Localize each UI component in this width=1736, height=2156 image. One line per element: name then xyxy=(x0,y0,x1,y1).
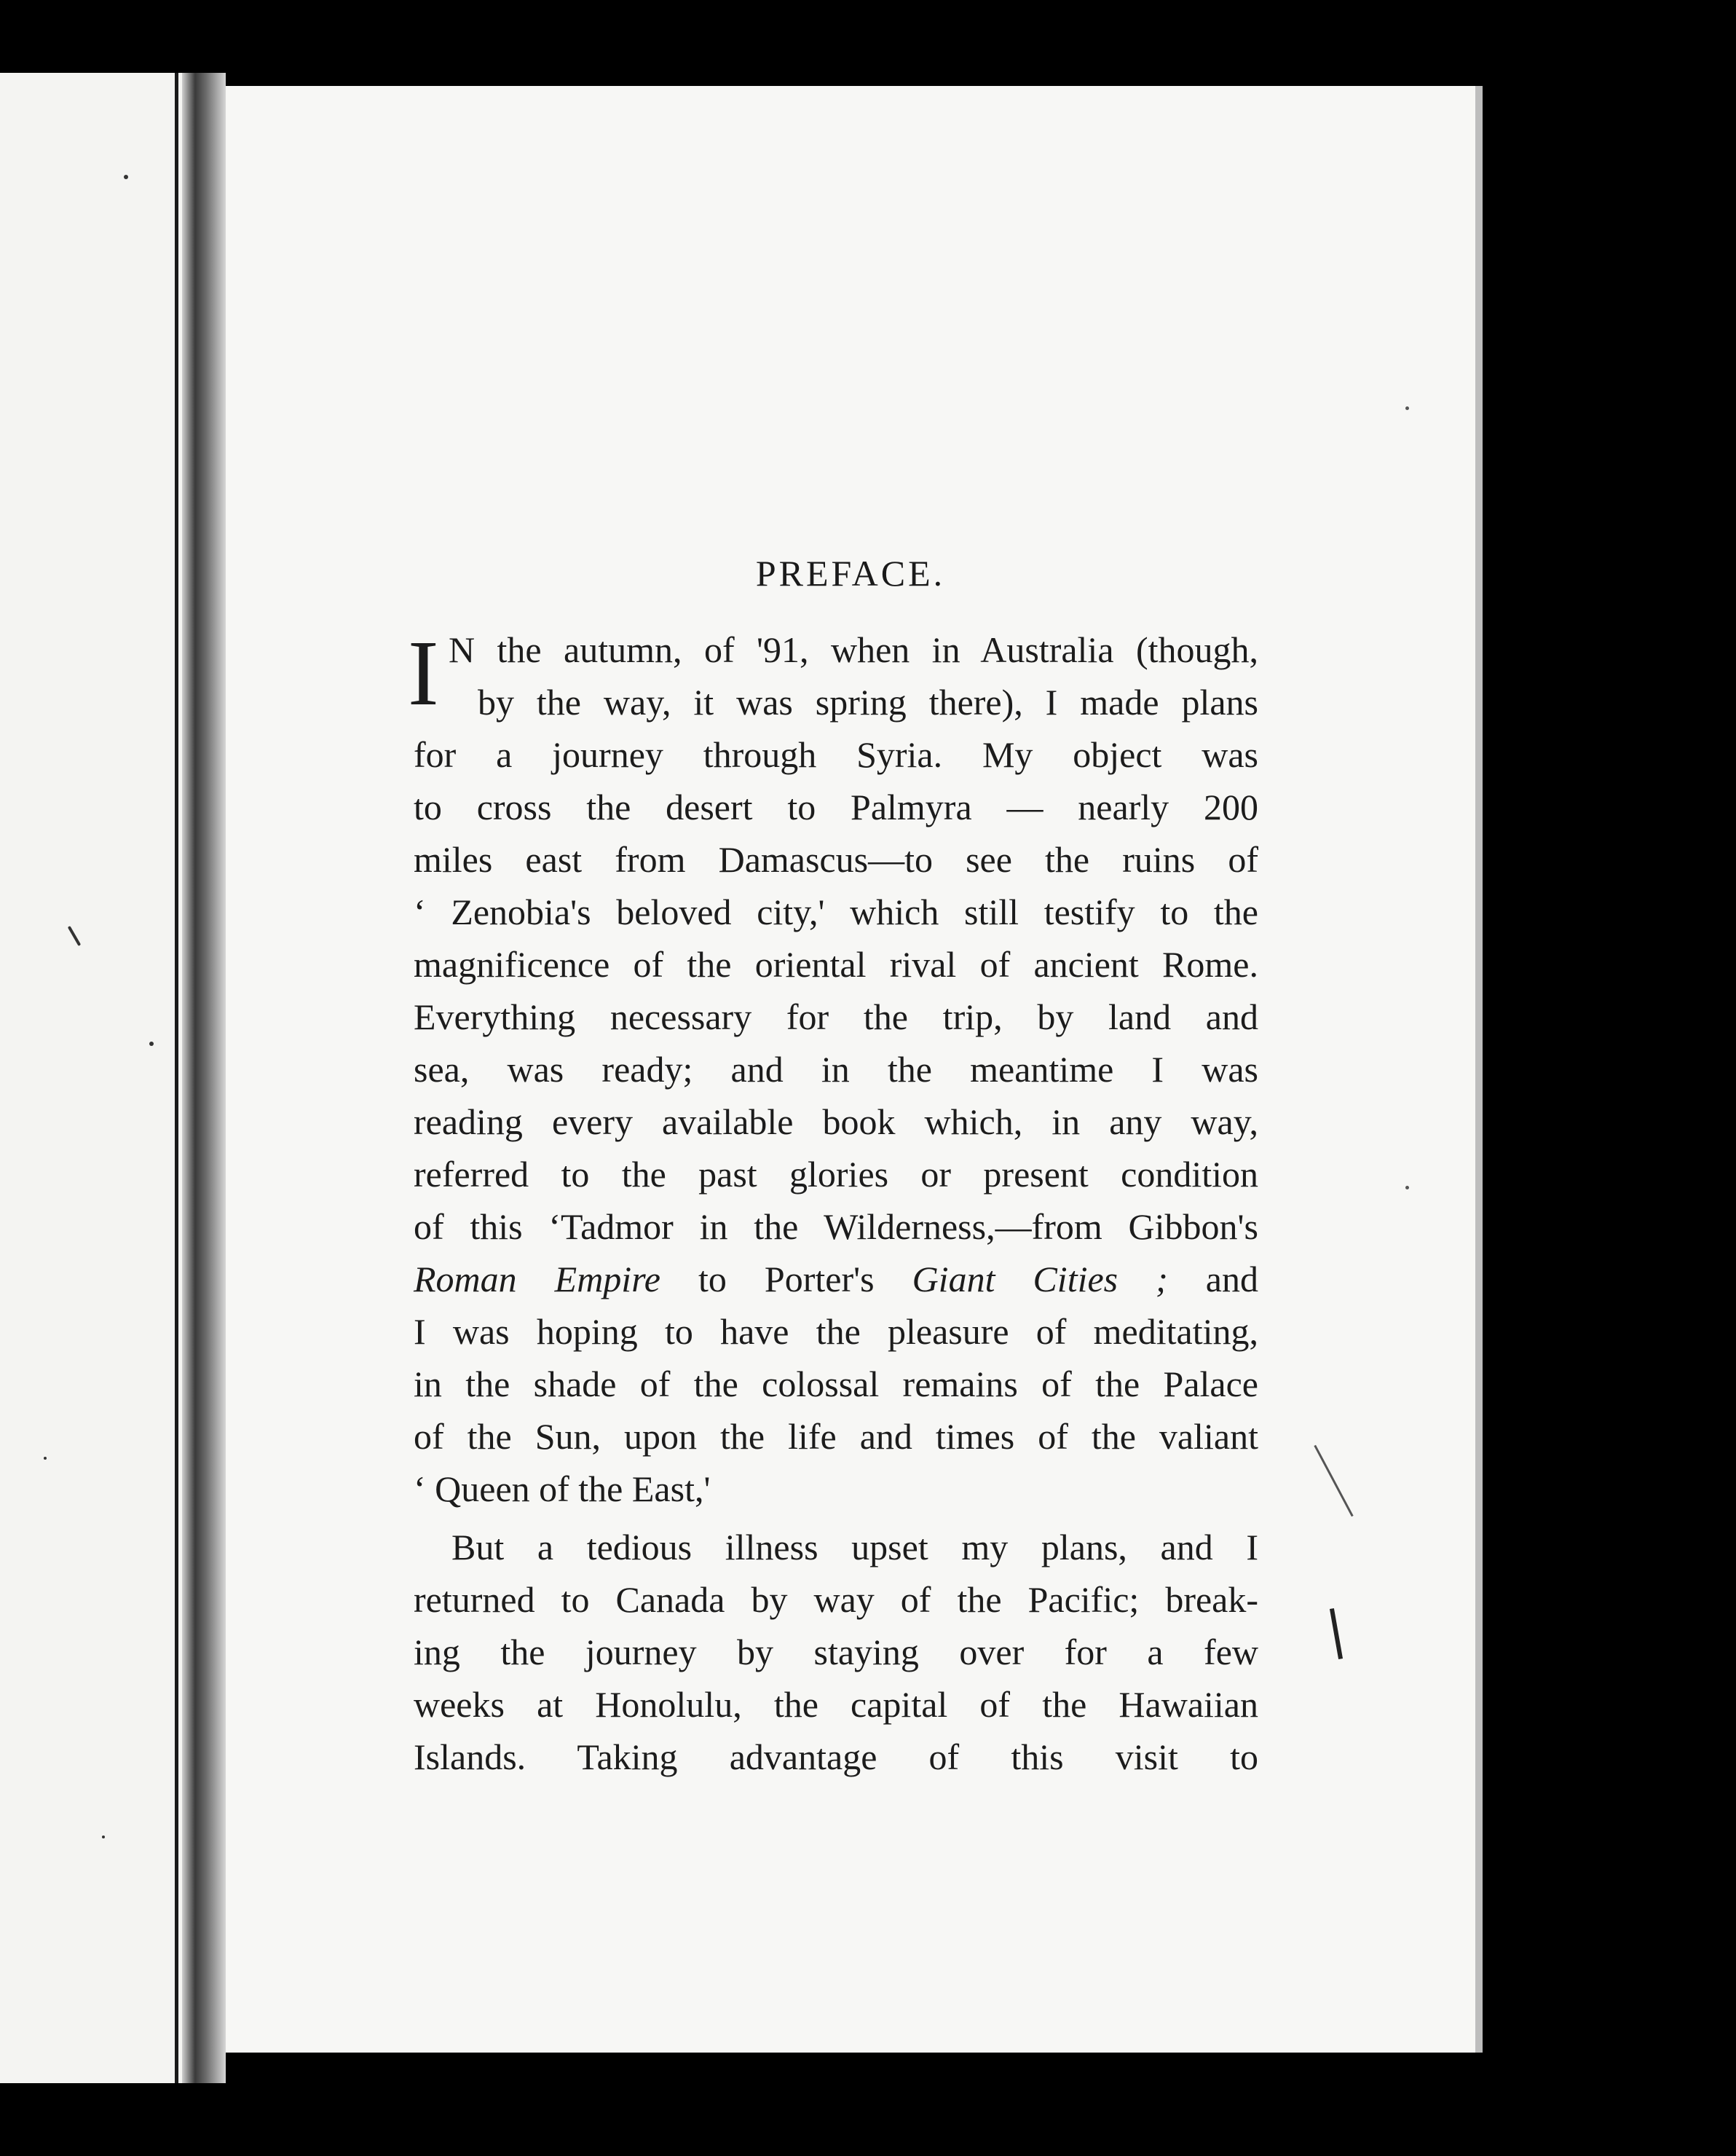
stray-mark xyxy=(1330,1608,1343,1659)
speck xyxy=(124,175,128,179)
text-fragment: and xyxy=(1167,1259,1258,1299)
speck xyxy=(102,1836,105,1838)
text-line: to cross the desert to Palmyra — nearly 200 xyxy=(414,787,1258,827)
facing-page-left xyxy=(0,73,182,2083)
speck xyxy=(1405,1186,1409,1189)
text-line: ing the journey by staying over for a few xyxy=(414,1632,1258,1672)
text-line: in the shade of the colossal remains of the Palace xyxy=(414,1364,1258,1404)
speck xyxy=(68,926,81,946)
text-line: referred to the past glories or present condition xyxy=(414,1154,1258,1195)
body-text xyxy=(408,621,1258,1783)
text-line: But a tedious illness upset my plans, and I xyxy=(451,1527,1258,1567)
speck xyxy=(149,1042,154,1046)
text-line: by the way, it was spring there), I made plans xyxy=(478,682,1258,723)
text-line: I was hoping to have the pleasure of meditating, xyxy=(414,1311,1258,1352)
stray-mark xyxy=(1314,1445,1353,1517)
text-line: reading every available book which, in any way, xyxy=(414,1101,1258,1142)
binding-edge xyxy=(175,73,178,2083)
text-line: Everything necessary for the trip, by land and xyxy=(414,996,1258,1037)
text-line-with-titles xyxy=(414,1253,1258,1305)
text-line-last: ‘ Queen of the East,' xyxy=(414,1468,711,1509)
binding-gutter xyxy=(182,73,226,2083)
text-line: returned to Canada by way of the Pacific; break- xyxy=(414,1579,1258,1620)
text-line: sea, was ready; and in the meantime I was xyxy=(414,1049,1258,1090)
text-line: of this ‘Tadmor in the Wilderness,—from Gibbon's xyxy=(414,1206,1258,1247)
book-title-roman-empire: Roman Empire xyxy=(414,1259,660,1299)
text-line: Islands. Taking advantage of this visit to xyxy=(414,1736,1258,1777)
drop-cap: I xyxy=(408,621,439,725)
page-edge xyxy=(1475,86,1483,2053)
book-page xyxy=(226,86,1475,2053)
text-line: magnificence of the oriental rival of ancient Rome. xyxy=(414,944,1258,985)
text-line: for a journey through Syria. My object was xyxy=(414,734,1258,775)
page-heading: PREFACE. xyxy=(755,553,946,594)
paragraph-gap xyxy=(414,1515,1258,1521)
text-line: of the Sun, upon the life and times of the valiant xyxy=(414,1416,1258,1457)
speck xyxy=(1405,406,1409,410)
text-line: N the autumn, of '91, when in Australia (though, xyxy=(449,629,1258,670)
book-title-giant-cities: Giant Cities ; xyxy=(912,1259,1168,1299)
text-line: miles east from Damascus—to see the ruins of xyxy=(414,839,1258,880)
text-line: ‘ Zenobia's beloved city,' which still testify to the xyxy=(414,892,1258,932)
text-line: weeks at Honolulu, the capital of the Hawaiian xyxy=(414,1684,1258,1725)
text-fragment: to Porter's xyxy=(660,1259,912,1299)
speck xyxy=(44,1457,47,1460)
